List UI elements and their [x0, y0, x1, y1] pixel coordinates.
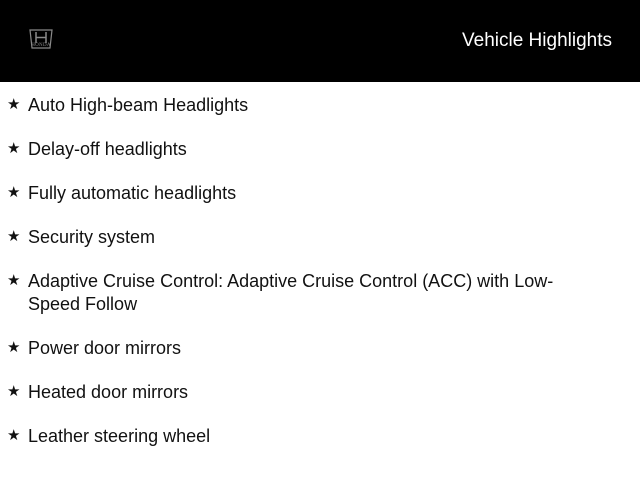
star-icon: ★ — [7, 339, 21, 356]
list-item — [0, 94, 640, 117]
star-icon: ★ — [7, 140, 21, 157]
star-icon: ★ — [7, 272, 21, 289]
honda-logo-icon — [26, 28, 56, 52]
star-icon: ★ — [7, 96, 21, 113]
highlight-text: Power door mirrors — [28, 338, 182, 358]
star-icon: ★ — [7, 383, 21, 400]
star-icon: ★ — [7, 427, 21, 444]
list-item — [0, 270, 640, 316]
page-title: Vehicle Highlights — [462, 30, 612, 51]
highlight-text: Leather steering wheel — [28, 426, 211, 446]
highlights-list — [0, 94, 640, 469]
star-icon: ★ — [7, 184, 21, 201]
highlight-text: Adaptive Cruise Control: Adaptive Cruise Control (ACC) with Low-Speed Follow — [28, 271, 554, 314]
logo-wordmark: HONDA — [31, 43, 51, 48]
list-item — [0, 337, 640, 360]
list-item — [0, 381, 640, 404]
highlight-text: Security system — [28, 227, 156, 247]
list-item — [0, 138, 640, 161]
star-icon: ★ — [7, 228, 21, 245]
list-item — [0, 226, 640, 249]
list-item — [0, 182, 640, 205]
highlight-text: Auto High-beam Headlights — [28, 95, 249, 115]
highlight-text: Delay-off headlights — [28, 139, 187, 159]
header-bar — [0, 0, 640, 82]
list-item — [0, 425, 640, 448]
highlight-text: Heated door mirrors — [28, 382, 189, 402]
highlight-text: Fully automatic headlights — [28, 183, 237, 203]
